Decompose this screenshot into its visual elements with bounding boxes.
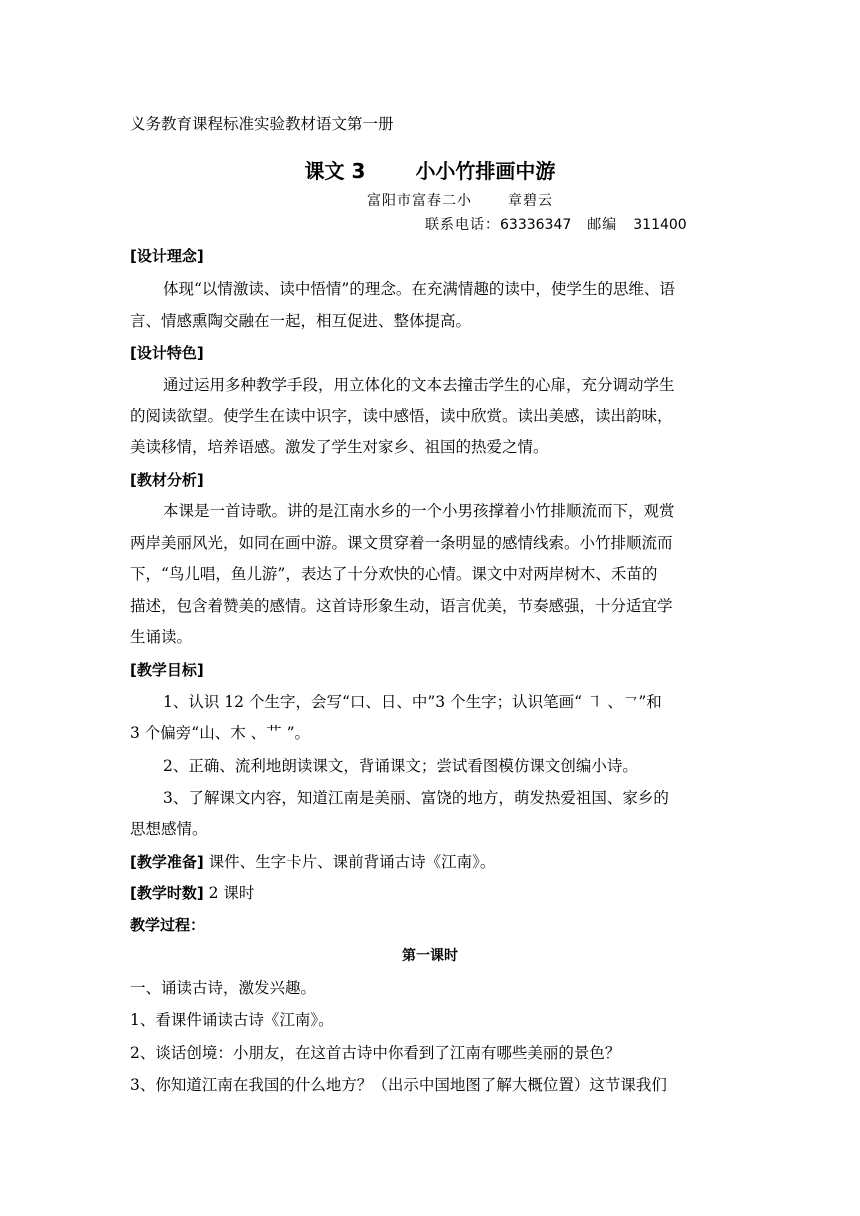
- section-heading-goals: [教学目标]: [130, 661, 204, 679]
- process-line: 一、诵读古诗，激发兴趣。: [130, 979, 317, 997]
- contact-line: [425, 216, 687, 234]
- process-line: 1、看课件诵读古诗《江南》。: [130, 1011, 334, 1029]
- lesson-name: 小小竹排画中游: [415, 159, 556, 183]
- process-line: 3、你知道江南在我国的什么地方？（出示中国地图了解大概位置）这节课我们: [130, 1076, 667, 1094]
- goal-2: 2、正确、流利地朗读课文，背诵课文；尝试看图模仿课文创编小诗。: [163, 757, 638, 775]
- hours-line: [130, 883, 730, 903]
- paragraph-line: 美读移情，培养语感。激发了学生对家乡、祖国的热爱之情。: [130, 438, 549, 456]
- section-heading-prep: [教学准备]: [130, 853, 204, 871]
- author-line: [367, 192, 553, 210]
- section-heading-process: 教学过程：: [130, 916, 206, 934]
- lesson-period-heading: 第一课时: [402, 948, 458, 964]
- paragraph-line: 体现“以情激读、读中悟情”的理念。在充满情趣的读中，使学生的思维、语: [163, 280, 675, 298]
- phone-number: 63336347: [500, 217, 572, 233]
- paragraph-line: 生诵读。: [130, 628, 193, 646]
- paragraph-line: 两岸美丽风光，如同在画中游。课文贯穿着一条明显的感情线索。小竹排顺流而: [130, 534, 673, 552]
- section-heading-analysis: [教材分析]: [130, 471, 204, 489]
- prep-line: [130, 852, 730, 872]
- paragraph-line: 通过运用多种教学手段，用立体化的文本去撞击学生的心扉，充分调动学生: [163, 376, 675, 394]
- goal-3-line-1: 3、了解课文内容，知道江南是美丽、富饶的地方，萌发热爱祖国、家乡的: [163, 789, 669, 807]
- goal-1-line-1: 1、认识 12 个生字，会写“口、日、中”3 个生字；认识笔画“ ㇕ 、㇖”和: [163, 693, 662, 711]
- lesson-title: [0, 158, 860, 184]
- section-heading-features: [设计特色]: [130, 344, 204, 362]
- phone-label: 联系电话：: [425, 217, 500, 233]
- section-heading-concept: [设计理念]: [130, 247, 204, 265]
- section-heading-hours: [教学时数]: [130, 884, 204, 902]
- author-school: 富阳市富春二小: [367, 193, 472, 209]
- paragraph-line: 描述，包含着赞美的感情。这首诗形象生动，语言优美，节奏感强，十分适宜学: [130, 597, 673, 615]
- paragraph-line: 下，“鸟儿唱，鱼儿游”，表达了十分欢快的心情。课文中对两岸树木、禾苗的: [130, 565, 658, 583]
- hours-text: 2 课时: [203, 884, 255, 902]
- textbook-series-label: 义务教育课程标准实验教材语文第一册: [130, 115, 394, 133]
- paragraph-line: 的阅读欲望。使学生在读中识字，读中感悟，读中欣赏。读出美感，读出韵味，: [130, 407, 673, 425]
- paragraph-line: 言、情感熏陶交融在一起，相互促进、整体提高。: [130, 312, 472, 330]
- lesson-number: 课文 3: [304, 159, 366, 183]
- goal-1-line-2: 3 个偏旁“山、木 、艹 ”。: [130, 724, 310, 742]
- prep-text: 课件、生字卡片、课前背诵古诗《江南》。: [203, 853, 496, 871]
- zip-label: 邮编: [587, 217, 618, 233]
- author-name: 章碧云: [508, 193, 553, 209]
- zip-code: 311400: [633, 217, 687, 233]
- goal-3-line-2: 思想感情。: [130, 820, 208, 838]
- paragraph-line: 本课是一首诗歌。讲的是江南水乡的一个小男孩撑着小竹排顺流而下，观赏: [163, 502, 675, 520]
- process-line: 2、谈话创境：小朋友，在这首古诗中你看到了江南有哪些美丽的景色？: [130, 1044, 621, 1062]
